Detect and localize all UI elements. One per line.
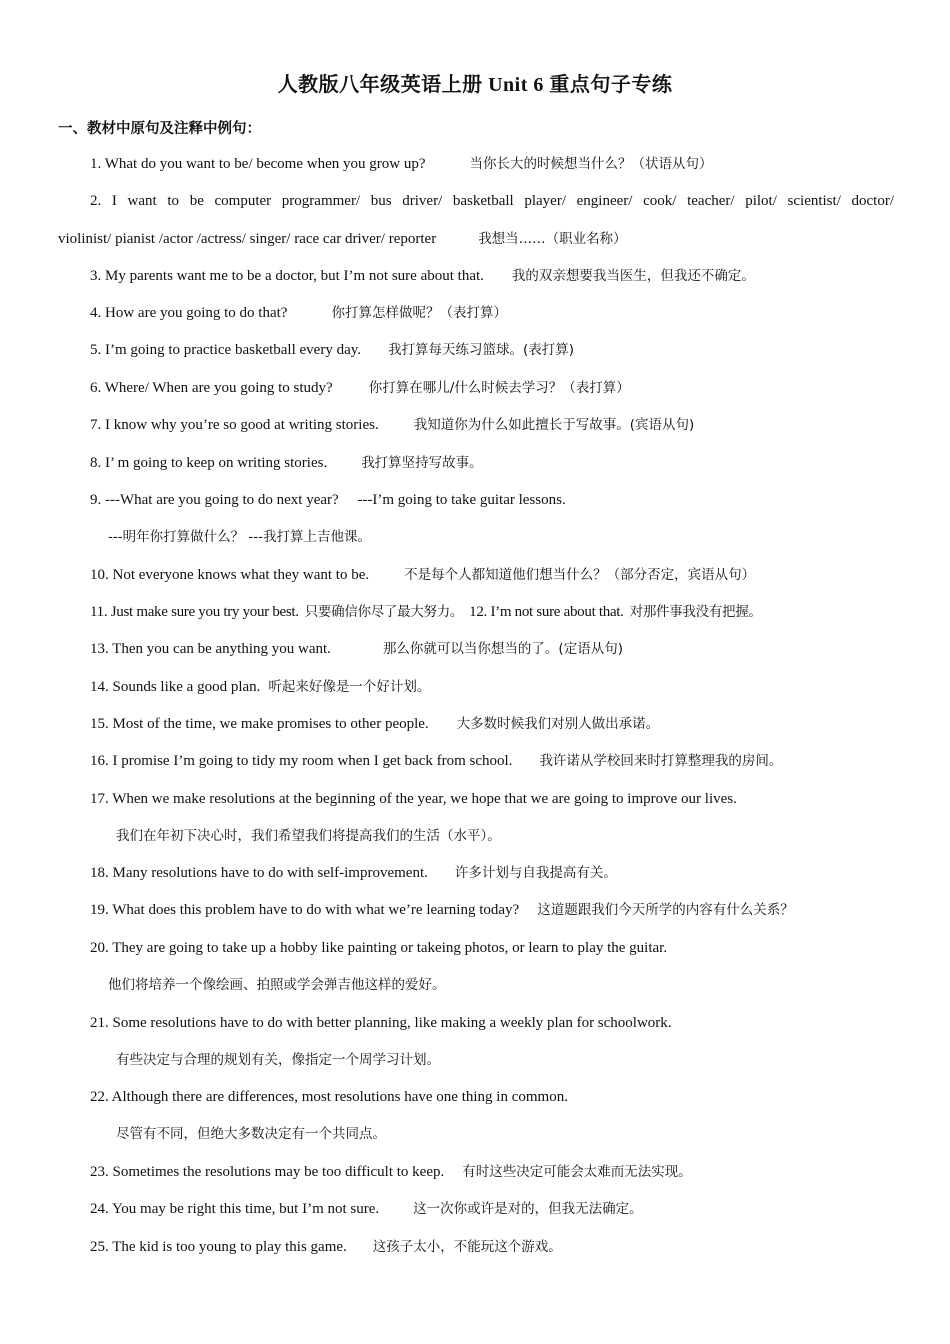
sentence-en: 13. Then you can be anything you want. [90,641,331,657]
sentence-en: 25. The kid is too young to play this game. [90,1239,347,1255]
sentence-en: 1. What do you want to be/ become when you grow up? [90,156,426,172]
sentence-9-en: 9. ---What are you going to do next year? ---I’m going to take guitar lessons. [90,492,566,508]
sentence-zh: 不是每个人都知道他们想当什么？（部分否定，宾语从句） [404,567,756,583]
sentence-zh: 许多计划与自我提高有关。 [454,865,617,881]
sentence-22-zh: 尽管有不同，但绝大多数决定有一个共同点。 [116,1126,386,1142]
sentence-20-en: 20. They are going to take up a hobby like painting or takeing photos, or learn to play the guitar. [90,940,668,956]
sentence-6 [90,378,630,398]
sentence-zh: 这一次你或许是对的，但我无法确定。 [413,1201,643,1217]
sentence-zh: 那么你就可以当你想当的了。(定语从句) [382,641,623,657]
sentence-en: 15. Most of the time, we make promises to other people. [90,716,429,732]
sentence-zh: 有时这些决定可能会太难而无法实现。 [462,1164,692,1180]
sentence-zh: 这道题跟我们今天所学的内容有什么关系？ [537,902,794,918]
sentence-en: violinist/ pianist /actor /actress/ singer/ race car driver/ reporter [58,231,437,247]
sentence-en: 3. My parents want me to be a doctor, but I’m not sure about that. [90,268,484,284]
sentence-en: 23. Sometimes the resolutions may be too difficult to keep. [90,1164,445,1180]
sentence-1 [90,154,712,174]
sentence-7 [90,415,694,435]
sentence-9-zh: ---明年你打算做什么？ ---我打算上吉他课。 [108,529,372,545]
sentence-en: 24. You may be right this time, but I’m not sure. [90,1201,380,1217]
sentence-2-line1: 2. I want to be computer programmer/ bus driver/ basketball player/ engineer/ cook/ teacher/ pilot/ scientist/ doctor/ [90,193,894,209]
sentence-18 [90,863,617,883]
sentence-en: 7. I know why you’re so good at writing stories. [90,417,379,433]
sentence-3 [90,266,755,286]
sentence-24 [90,1199,643,1219]
sentence-zh: 对那件事我没有把握。 [629,604,762,620]
sentence-zh: 你打算在哪儿/什么时候去学习？（表打算） [368,380,630,396]
sentence-zh: 我打算坚持写故事。 [361,455,483,471]
sentence-23 [90,1162,692,1182]
sentence-22-en: 22. Although there are differences, most resolutions have one thing in common. [90,1089,568,1105]
sentence-16 [90,751,782,771]
sentence-en: 8. I’ m going to keep on writing stories. [90,455,328,471]
sentence-11-12 [90,602,762,622]
sentence-en: 10. Not everyone knows what they want to be. [90,567,370,583]
sentence-25 [90,1237,562,1257]
sentence-zh: 你打算怎样做呢？（表打算） [331,305,507,321]
sentence-zh: 这孩子太小，不能玩这个游戏。 [372,1239,562,1255]
section-heading: 一、教材中原句及注释中例句： [58,121,261,137]
sentence-zh: 大多数时候我们对别人做出承诺。 [456,716,660,732]
sentence-5 [90,340,574,360]
sentence-8 [90,453,483,473]
sentence-15 [90,714,659,734]
sentence-13 [90,639,623,659]
sentence-zh: 只要确信你尽了最大努力。 [304,604,464,620]
sentence-20-zh: 他们将培养一个像绘画、拍照或学会弹吉他这样的爱好。 [108,977,446,993]
sentence-en: 6. Where/ When are you going to study? [90,380,333,396]
sentence-14 [90,677,430,697]
sentence-en: 19. What does this problem have to do with what we’re learning today? [90,902,520,918]
sentence-21-zh: 有些决定与合理的规划有关，像指定一个周学习计划。 [116,1052,440,1068]
sentence-17-en: 17. When we make resolutions at the beginning of the year, we hope that we are going to improve our lives. [90,791,737,807]
sentence-en: 11. Just make sure you try your best. [90,604,299,620]
sentence-10 [90,565,755,585]
sentence-zh: 当你长大的时候想当什么？（状语从句） [469,156,713,172]
sentence-zh: 我的双亲想要我当医生，但我还不确定。 [511,268,755,284]
sentence-en: 16. I promise I’m going to tidy my room when I get back from school. [90,753,513,769]
sentence-21-en: 21. Some resolutions have to do with better planning, like making a weekly plan for schoolwork. [90,1015,672,1031]
sentence-zh: 我想当……（职业名称） [478,231,627,247]
sentence-en: 14. Sounds like a good plan. [90,679,261,695]
sentence-en: 12. I’m not sure about that. [469,604,624,620]
sentence-zh: 我知道你为什么如此擅长于写故事。(宾语从句) [413,417,695,433]
sentence-zh: 我打算每天练习篮球。(表打算) [388,342,575,358]
sentence-17-zh: 我们在年初下决心时，我们希望我们将提高我们的生活（水平）。 [116,828,501,844]
sentence-en: 5. I’m going to practice basketball every day. [90,342,362,358]
sentence-en: 18. Many resolutions have to do with self-improvement. [90,865,428,881]
sentence-zh: 我许诺从学校回来时打算整理我的房间。 [539,753,783,769]
sentence-en: 4. How are you going to do that? [90,305,288,321]
sentence-19 [90,900,794,920]
sentence-2-line2 [58,229,627,249]
document-title: 人教版八年级英语上册 Unit 6 重点句子专练 [277,74,673,96]
sentence-zh: 听起来好像是一个好计划。 [268,679,431,695]
sentence-4 [90,303,507,323]
